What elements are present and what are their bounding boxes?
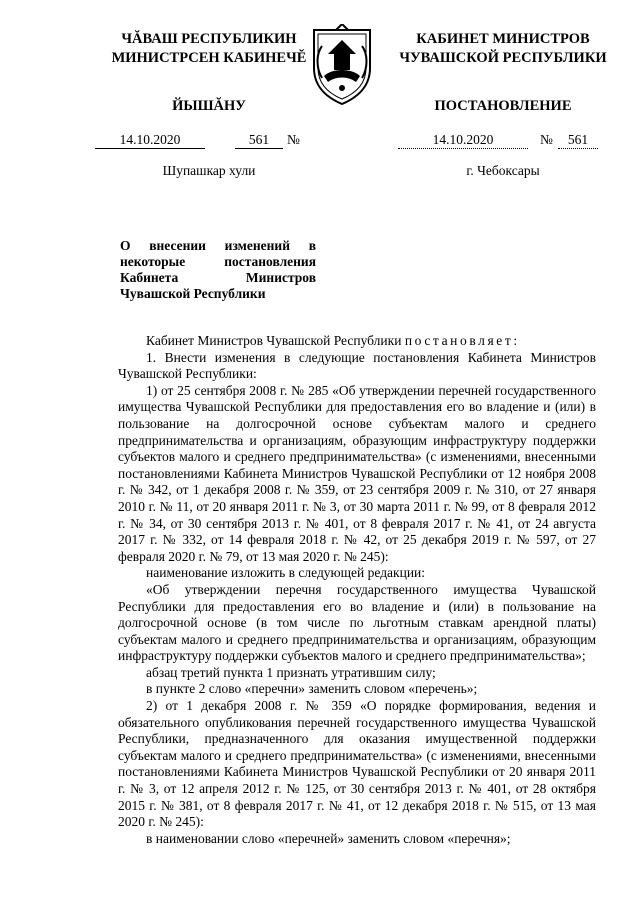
doc-number-right <box>398 131 608 149</box>
document-title: О внесении изменений в некоторые постановления Кабинета Министров Чувашской Республики <box>120 238 316 301</box>
number-right: 561 <box>558 131 598 149</box>
date-right: 14.10.2020 <box>398 131 528 149</box>
place-left: Шупашкар хули <box>162 163 256 178</box>
number-sign-right: № <box>540 132 553 147</box>
paragraph: в пункте 2 слово «перечни» заменить словом «перечень»; <box>146 681 478 697</box>
header-left-line-2: МИНИСТРСЕН КАБИНЕЧĔ <box>111 50 307 66</box>
place-right: г. Чебоксары <box>466 163 540 178</box>
number-sign-left: № <box>287 132 300 147</box>
paragraph: в наименовании слово «перечней» заменить словом «перечня»; <box>146 830 511 846</box>
date-left: 14.10.2020 <box>95 131 205 149</box>
header-left-line-1: ЧĂВАШ РЕСПУБЛИКИН <box>121 31 297 47</box>
header-right-line-2: ЧУВАШСКОЙ РЕСПУБЛИКИ <box>399 50 607 66</box>
paragraph: 1) от 25 сентября 2008 г. № 285 «Об утверждении перечней государственного имущества Чувашской Республики для предоставления его во владение и (или) в пользование на долгосрочной основе субъектам малого и среднего предпринимательства и организациям, образующим инфраструктуру поддержки субъектов малого и среднего предпринимательства» (с изменениями, внесенными постановлениями Кабинета Министров Чувашской Республики от 12 ноября 2008 г. № 342, от 1 декабря 2008 г. № 359, от 23 сентября 2009 г. № 310, от 27 января 2010 г. № 11, от 20 января 2011 г. № 3, от 30 марта 2011 г. № 99, от 8 февраля 2012 г. № 34, от 30 сентября 2013 г. № 401, от 8 февраля 2017 г. № 41, от 24 августа 2017 г. № 332, от 14 февраля 2018 г. № 42, от 25 декабря 2019 г. № 597, от 27 февраля 2020 г. № 79, от 13 мая 2020 г. № 245): <box>118 382 596 564</box>
intro-verb: постановляет: <box>404 333 520 348</box>
paragraph: 1. Внести изменения в следующие постановления Кабинета Министров Чувашской Республики: <box>118 349 596 382</box>
paragraph: 2) от 1 декабря 2008 г. № 359 «О порядке формирования, ведения и обязательного опубликования перечней государственного имущества Чувашской Республики, предназначенного для оказания имущественной поддержки субъектам малого и среднего предпринимательства» (с изменениями, внесенными постановлениями Кабинета Министров Чувашской Республики от 20 января 2011 г. № 3, от 12 апреля 2012 г. № 125, от 30 сентября 2013 г. № 401, от 28 октября 2015 г. № 381, от 8 февраля 2017 г. № 41, от 12 декабря 2018 г. № 515, от 13 мая 2020 г. № 245): <box>118 698 596 830</box>
header-left-authority <box>95 30 323 68</box>
header-left-doc-type: ЙЫШĂНУ <box>172 98 246 114</box>
header-right-line-1: КАБИНЕТ МИНИСТРОВ <box>416 31 590 47</box>
intro-subject: Кабинет Министров Чувашской Республики <box>146 333 402 348</box>
header-right-authority <box>398 30 608 68</box>
paragraph: абзац третий пункта 1 признать утратившим силу; <box>146 664 436 680</box>
paragraph: наименование изложить в следующей редакции: <box>146 565 426 581</box>
header-right-doc-type: ПОСТАНОВЛЕНИЕ <box>434 98 572 114</box>
document-body <box>118 333 596 847</box>
number-left: 561 <box>235 131 283 149</box>
paragraph: «Об утверждении перечня государственного имущества Чувашской Республики для предоставления его во владение и (или) в пользование на долгосрочной основе (в том числе по льготным ставкам арендной платы) субъектам малого и среднего предпринимательства и организациям, образующим инфраструктуру поддержки субъектов малого и среднего предпринимательства»; <box>118 581 596 664</box>
coat-of-arms-icon <box>308 24 376 106</box>
intro-paragraph <box>118 333 596 350</box>
doc-number-left <box>95 131 323 149</box>
